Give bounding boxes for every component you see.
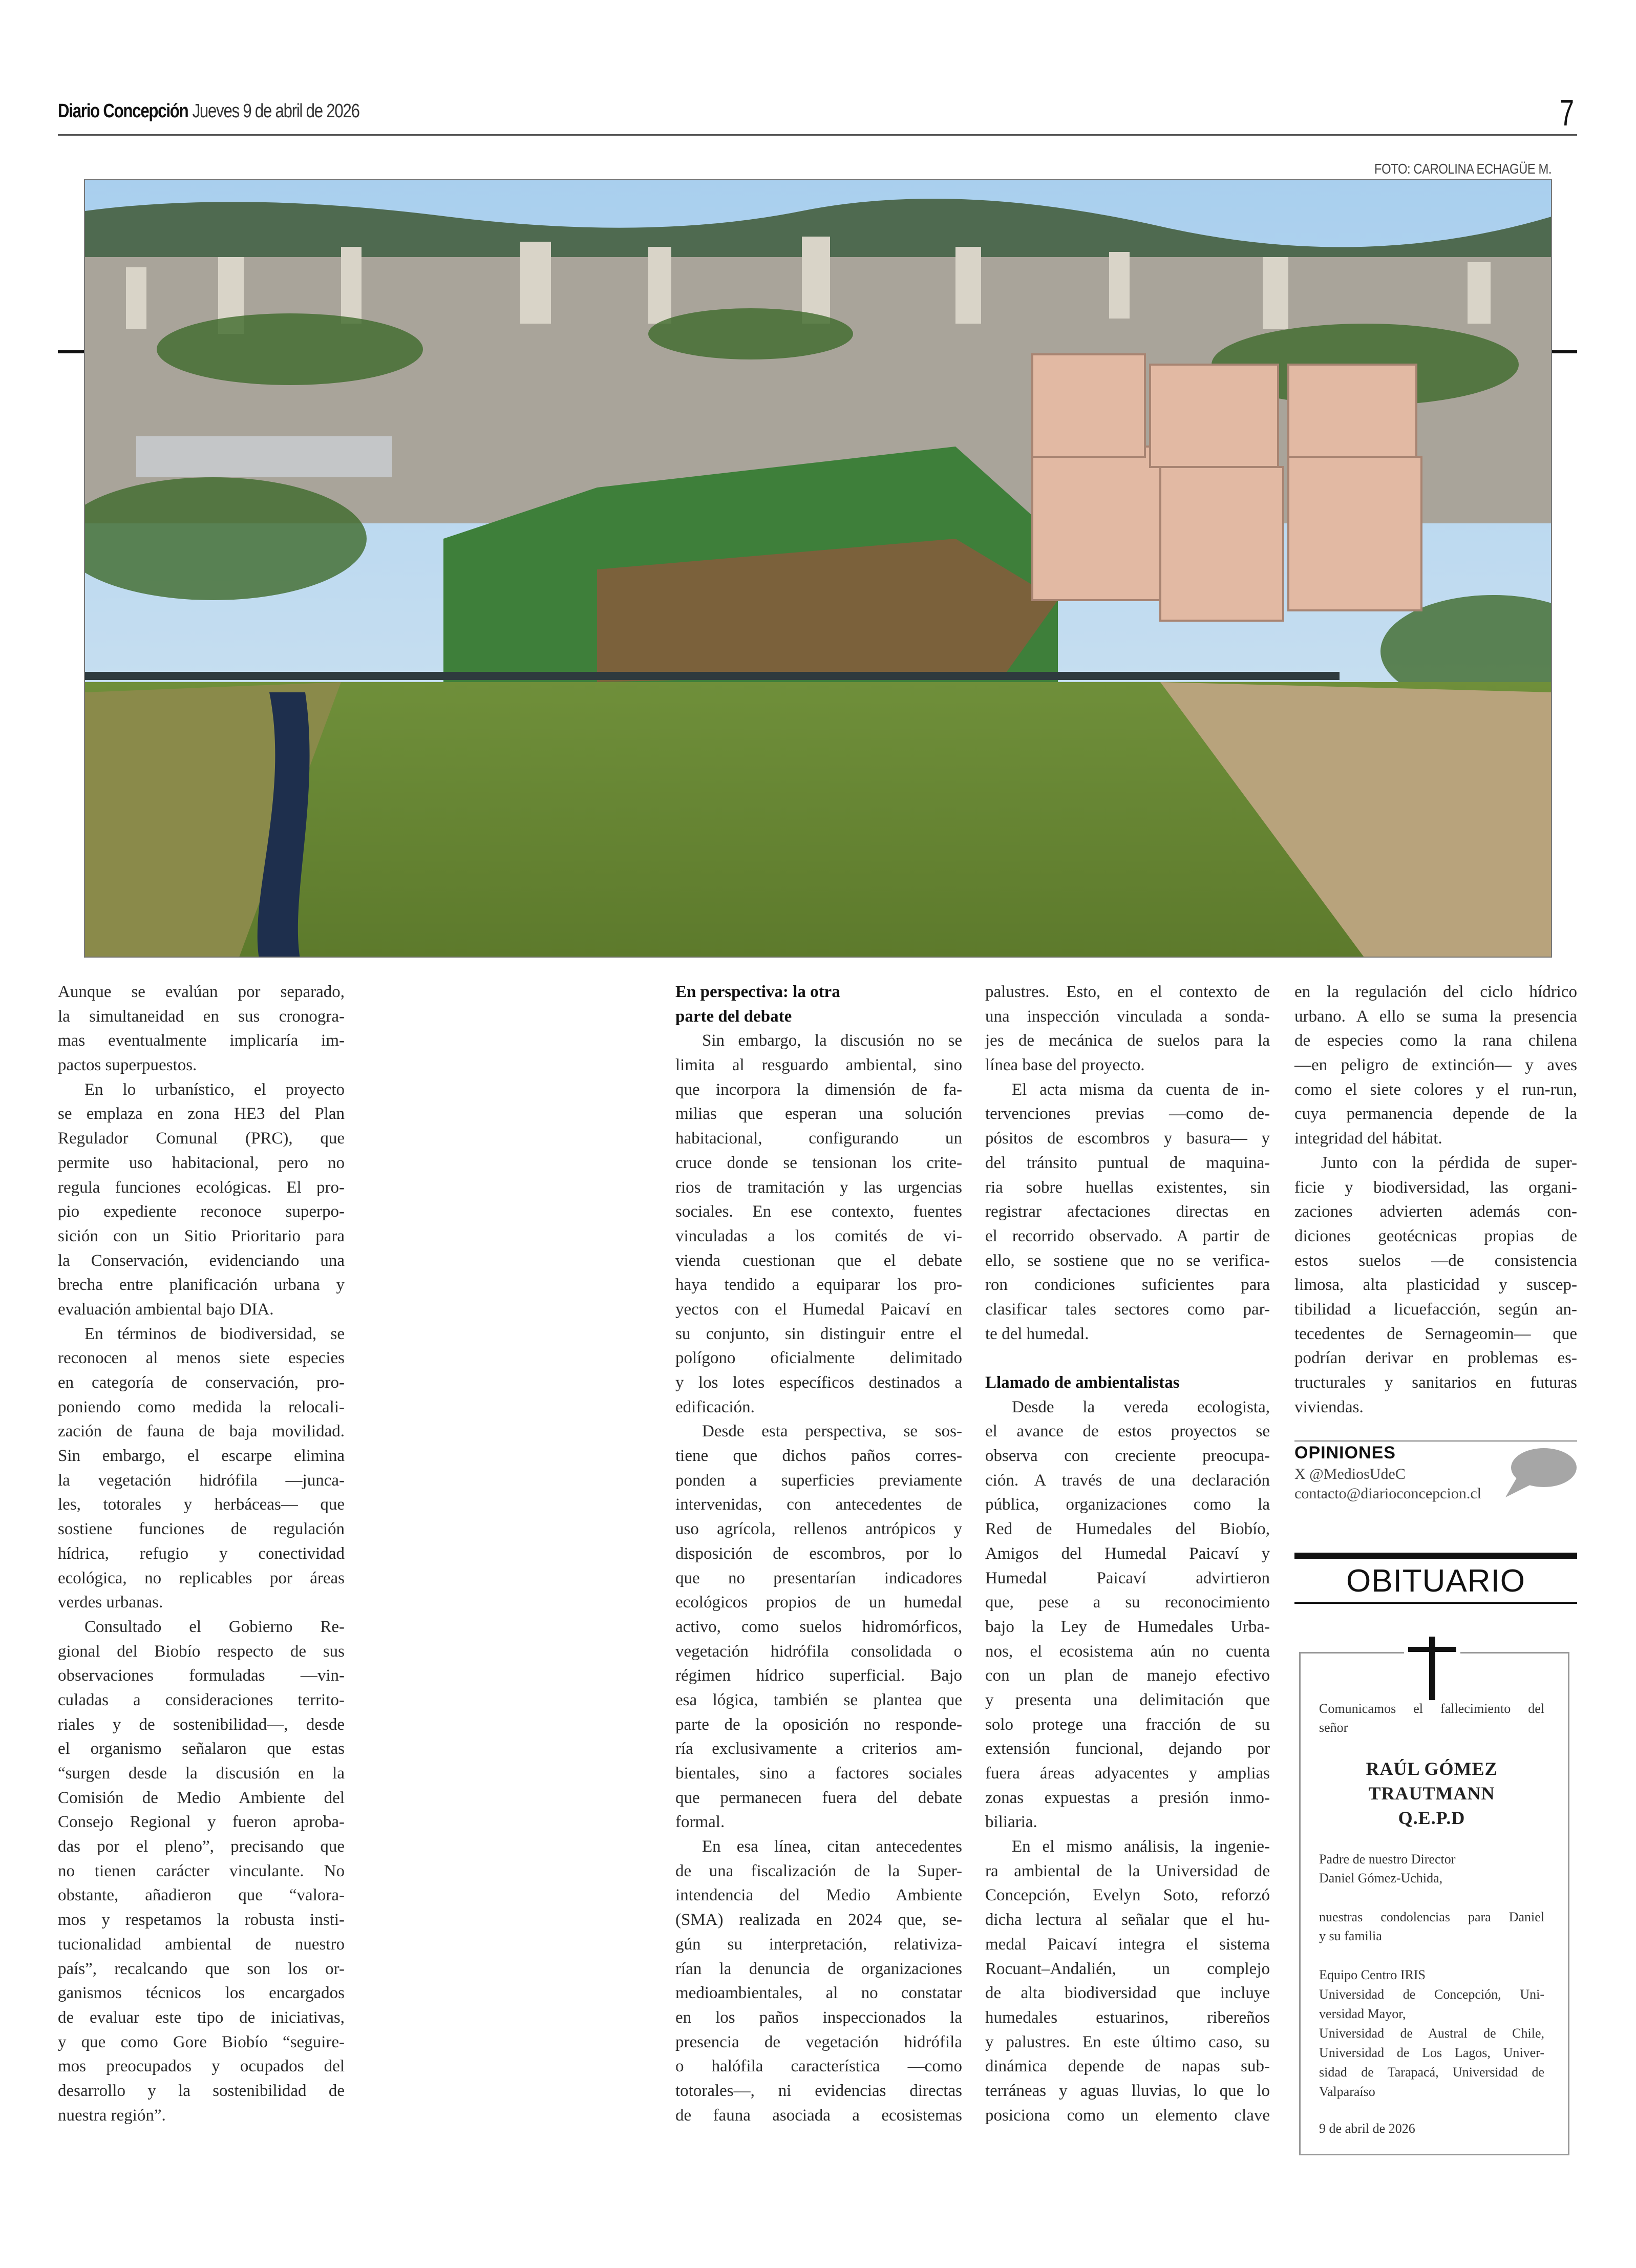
text-line: edificación. [675,1397,755,1416]
text-line: desarrollo y la sostenibilidad de [58,2081,345,2100]
text-line: tervenciones previas —como de- [985,1105,1270,1124]
text-line: obstante, añadieron que “valora- [58,1886,345,1905]
obituary-signer-line: sidad de Tarapacá, Universidad de [1319,2065,1544,2080]
text-line: país”, recalcando que son los or- [58,1959,345,1978]
text-line: Aunque se evalúan por separado, [58,983,345,1001]
text-line: vienda cuestionan que el debate [675,1251,962,1270]
section-heading [985,1371,1270,1395]
text-line: diciones geotécnicas propias de [1294,1226,1577,1245]
article-paragraph [985,1835,1270,2128]
article-paragraph [1294,980,1577,1151]
issue-date: Jueves 9 de abril de 2026 [192,100,359,122]
text-line: estos suelos —de consistencia [1294,1251,1577,1270]
text-line: uso agrícola, rellenos antrópicos y [675,1520,962,1539]
deceased-name-line: RAÚL GÓMEZ [1366,1758,1498,1779]
text-line: ponden a superficies previamente [675,1471,962,1490]
obituary-section-title: OBITUARIO [1346,1563,1526,1599]
text-line: nuestra región”. [58,2106,166,2125]
text-line: sociales. En ese contexto, fuentes [675,1202,962,1221]
text-line: y presenta una delimitación que [985,1690,1270,1709]
text-line: totorales—, ni evidencias directas [675,2081,962,2100]
obituary-relation-line: Daniel Gómez-Uchida, [1319,1871,1443,1885]
text-line: el organismo señalaron que estas [58,1740,345,1758]
text-line: podrían derivar en problemas es- [1294,1349,1577,1368]
text-line: que, pese a su reconocimiento [985,1593,1270,1612]
article-paragraph [58,1615,345,2128]
text-line: de evaluar este tipo de iniciativas, [58,2008,345,2027]
text-line: permite uso habitacional, pero no [58,1153,345,1172]
text-line: en los paños inspeccionados la [675,2008,962,2027]
text-line: del tránsito puntual de maquina- [985,1153,1270,1172]
photo-credit: FOTO: CAROLINA ECHAGÜE M. [1374,161,1552,177]
text-line: habitacional, configurando un [675,1129,962,1148]
text-line: tructurales y sanitarios en futuras [1294,1373,1577,1392]
text-line: reconocen al menos siete especies [58,1349,345,1368]
text-line: ficie y biodiversidad, las organi- [1294,1178,1577,1197]
text-line: con un plan de manejo efectivo [985,1666,1270,1685]
text-line: zación de fauna de baja movilidad. [58,1422,345,1441]
article-column-3 [985,980,1270,2128]
text-line: activo, como suelos hidromórficos, [675,1617,962,1636]
opinions-title: OPINIONES [1294,1443,1396,1462]
text-line: pública, organizaciones como la [985,1495,1270,1514]
text-line: sostiene funciones de regulación [58,1520,345,1539]
text-line: disposición de escombros, por lo [675,1544,962,1563]
text-line: parte de la oposición no responde- [675,1715,962,1734]
text-line: observaciones formuladas —vin- [58,1666,345,1685]
obituary-condolences-line: y su familia [1319,1928,1382,1943]
text-line: esa lógica, también se plantea que [675,1690,962,1709]
text-line: una inspección vinculada a sonda- [985,1007,1270,1026]
text-line: Humedal Paicaví advirtieron [985,1568,1270,1587]
article-paragraph [675,1835,962,2128]
section-heading [675,980,962,1029]
text-line: gional del Biobío respecto de sus [58,1642,345,1661]
text-line: mos preocupados y ocupados del [58,2057,345,2076]
text-line: como el siete colores y el run-run, [1294,1080,1577,1099]
obituary-divider [1294,1602,1577,1604]
text-line: extensión funcional, dejando por [985,1740,1270,1758]
text-line: bajo la Ley de Humedales Urba- [985,1617,1270,1636]
text-line: Sin embargo, la discusión no se [702,1031,962,1050]
text-line: ria sobre huellas existentes, sin [985,1178,1270,1197]
paragraph-gap [985,1346,1270,1371]
page-number: 7 [1560,93,1575,134]
obituary-signer-line: Universidad de Los Lagos, Univer- [1319,2045,1544,2060]
text-line: zaciones advierten además con- [1294,1202,1577,1221]
text-line: el avance de estos proyectos se [985,1422,1270,1441]
text-line: Regulador Comunal (PRC), que [58,1129,345,1148]
obituary-signer-line: Valparaíso [1319,2084,1375,2099]
text-line: sición con un Sitio Prioritario para [58,1226,345,1245]
text-line: limosa, alta plasticidad y suscep- [1294,1276,1577,1295]
text-line: observa con creciente preocupa- [985,1447,1270,1466]
text-line: se emplaza en zona HE3 del Plan [58,1105,345,1124]
photo-marker-left [58,350,84,353]
aerial-photo-wetland [84,179,1552,958]
text-line: ello, se sostiene que no se verifica- [985,1251,1270,1270]
text-line: culadas a consideraciones territo- [58,1690,345,1709]
text-line: vegetación hidrófila consolidada o [675,1642,962,1661]
speech-bubble-icon [1505,1447,1577,1498]
text-line: “surgen desde la discusión en la [58,1764,345,1783]
text-line: medioambientales, al no constatar [675,1984,962,2003]
text-line: ría exclusivamente a criterios am- [675,1740,962,1758]
text-line: en la regulación del ciclo hídrico [1294,983,1577,1001]
photo-illustration [85,180,1552,958]
obituary-relation-line: Padre de nuestro Director [1319,1852,1456,1867]
text-line: intendencia del Medio Ambiente [675,1886,962,1905]
text-line: tucionalidad ambiental de nuestro [58,1935,345,1954]
article-paragraph [985,1078,1270,1347]
article-column-2 [675,980,962,2128]
text-line: registrar afectaciones directas en [985,1202,1270,1221]
page-header [58,100,359,122]
text-line: tiene que dichos paños corres- [675,1447,962,1466]
text-line: su conjunto, sin distinguir entre el [675,1324,962,1343]
text-line: de especies como la rana chilena [1294,1031,1577,1050]
text-line: ra ambiental de la Universidad de [985,1861,1270,1880]
opinions-email[interactable]: contacto@diarioconcepcion.cl [1294,1485,1481,1502]
text-line: solo protege una fracción de su [985,1715,1270,1734]
text-line: el recorrido observado. A partir de [985,1226,1270,1245]
text-line: tecedentes de Sernageomin— que [1294,1324,1577,1343]
article-paragraph [985,1395,1270,1835]
text-line: biliaria. [985,1813,1037,1832]
text-line: hídrica, refugio y conectividad [58,1544,345,1563]
opinions-divider [1294,1440,1577,1442]
text-line: cruce donde se tensionan los crite- [675,1153,962,1172]
article-paragraph [985,980,1270,1078]
text-line: Consejo Regional y fueron aproba- [58,1813,345,1832]
text-line: tibilidad a licuefacción, según an- [1294,1300,1577,1319]
text-line: En el mismo análisis, la ingenie- [1012,1837,1270,1856]
text-line: ron condiciones suficientes para [985,1276,1270,1295]
text-line: formal. [675,1813,725,1832]
text-line: intervenidas, con antecedentes de [675,1495,962,1514]
article-paragraph [58,980,345,1078]
text-line: nos, el ecosistema aún no cuenta [985,1642,1270,1661]
text-line: pósitos de escombros y basura— y [985,1129,1270,1148]
text-line: poniendo como medida la relocali- [58,1397,345,1416]
text-line: o halófila característica —como [675,2057,962,2076]
text-line: posiciona como un elemento clave [985,2106,1270,2125]
text-line: Sin embargo, el escarpe elimina [58,1447,345,1466]
text-line: de alta biodiversidad que incluye [985,1984,1270,2003]
text-line: regula funciones ecológicas. El pro- [58,1178,345,1197]
text-line: mas eventualmente implicaría im- [58,1031,345,1050]
obituary-top-bar [1294,1553,1577,1559]
text-line: no tienen carácter vinculante. No [58,1861,345,1880]
cross-icon [1404,1637,1460,1703]
deceased-name-line: TRAUTMANN [1368,1783,1495,1804]
obituary-signer-line: Universidad de Austral de Chile, [1319,2026,1544,2041]
article-paragraph [58,1078,345,1322]
text-line: urbano. A ello se suma la presencia [1294,1007,1577,1026]
text-line: de una fiscalización de la Super- [675,1861,962,1880]
heading-line: Llamado de ambientalistas [985,1373,1180,1392]
text-line: limita al resguardo ambiental, sino [675,1056,962,1075]
text-line: Comisión de Medio Ambiente del [58,1788,345,1807]
text-line: polígono oficialmente delimitado [675,1349,962,1368]
text-line: mos y respetamos la robusta insti- [58,1911,345,1930]
text-line: En esa línea, citan antecedentes [702,1837,962,1856]
text-line: dinámica depende de napas sub- [985,2057,1270,2076]
text-line: viviendas. [1294,1397,1364,1416]
text-line: dicha lectura al señalar que el hu- [985,1911,1270,1930]
text-line: te del humedal. [985,1324,1089,1343]
text-line: El acta misma da cuenta de in- [1012,1080,1270,1099]
text-line: ecológica, no replicables por áreas [58,1568,345,1587]
article-paragraph [675,1029,962,1419]
text-line: presencia de vegetación hidrófila [675,2032,962,2051]
text-line: terráneas y aguas lluvias, lo que lo [985,2081,1270,2100]
publication-name: Diario Concepción [58,100,188,122]
text-line: cuya permanencia depende de la [1294,1105,1577,1124]
text-line: En términos de biodiversidad, se [84,1324,345,1343]
obituary-signer-line: Equipo Centro IRIS [1319,1967,1426,1982]
text-line: das por el pleno”, precisando que [58,1837,345,1856]
text-line: haya tendido a equiparar los pro- [675,1276,962,1295]
article-paragraph [1294,1151,1577,1420]
text-line: que no presentarían indicadores [675,1568,962,1587]
deceased-name-line: Q.E.P.D [1398,1808,1465,1828]
text-line: Concepción, Evelyn Soto, reforzó [985,1886,1270,1905]
heading-line: En perspectiva: la otra [675,983,840,1001]
text-line: (SMA) realizada en 2024 que, se- [675,1911,962,1930]
text-line: jes de mecánica de suelos para la [985,1031,1270,1050]
obituary-condolences-line: nuestras condolencias para Daniel [1319,1910,1544,1924]
text-line: Desde la vereda ecologista, [1012,1397,1270,1416]
text-line: milias que esperan una solución [675,1105,962,1124]
text-line: verdes urbanas. [58,1593,163,1612]
article-column-4 [1294,980,1577,1419]
text-line: de fauna asociada a ecosistemas [675,2106,962,2125]
article-paragraph [58,1322,345,1615]
text-line: pio expediente reconoce superpo- [58,1202,345,1221]
text-line: yectos con el Humedal Paicaví en [675,1300,962,1319]
text-line: clasificar tales sectores como par- [985,1300,1270,1319]
article-column-1 [58,980,345,2128]
text-line: Amigos del Humedal Paicaví y [985,1544,1270,1563]
text-line: régimen hídrico superficial. Bajo [675,1666,962,1685]
article-paragraph [675,1419,962,1835]
text-line: rios de tramitación y las urgencias [675,1178,962,1197]
text-line: Desde esta perspectiva, se sos- [702,1422,962,1441]
text-line: les, totorales y herbáceas— que [58,1495,345,1514]
text-line: rían la denuncia de organizaciones [675,1959,962,1978]
text-line: fuera áreas adyacentes y amplias [985,1764,1270,1783]
text-line: la Conservación, evidenciando una [58,1251,345,1270]
text-line: y palustres. En este último caso, su [985,2032,1270,2051]
text-line: gún su interpretación, relativiza- [675,1935,962,1954]
opinions-twitter[interactable]: X @MediosUdeC [1294,1466,1406,1482]
photo-marker-right [1552,350,1577,353]
text-line: integridad del hábitat. [1294,1129,1442,1148]
obituary-intro-line: Comunicamos el fallecimiento del [1319,1701,1544,1716]
text-line: En lo urbanístico, el proyecto [84,1080,345,1099]
text-line: Consultado el Gobierno Re- [84,1617,345,1636]
text-line: evaluación ambiental bajo DIA. [58,1300,274,1319]
obituary-signer-line: Universidad de Concepción, Uni- [1319,1987,1544,2002]
obituary-intro-line: señor [1319,1720,1348,1735]
text-line: —en peligro de extinción— y aves [1294,1056,1577,1075]
obituary-date: 9 de abril de 2026 [1319,2121,1415,2136]
text-line: línea base del proyecto. [985,1056,1145,1075]
text-line: Junto con la pérdida de super- [1321,1153,1577,1172]
heading-line: parte del debate [675,1007,792,1026]
text-line: que incorpora la dimensión de fa- [675,1080,962,1099]
text-line: Rocuant–Andalién, un complejo [985,1959,1270,1978]
text-line: en categoría de conservación, pro- [58,1373,345,1392]
text-line: ganismos técnicos los encargados [58,1984,345,2003]
text-line: humedales estuarinos, ribereños [985,2008,1270,2027]
text-line: brecha entre planificación urbana y [58,1276,345,1295]
text-line: pactos superpuestos. [58,1056,197,1075]
text-line: y que como Gore Biobío “seguire- [58,2032,345,2051]
obituary-signer-line: versidad Mayor, [1319,2006,1406,2021]
text-line: Red de Humedales del Biobío, [985,1520,1270,1539]
text-line: riales y de sostenibilidad—, desde [58,1715,345,1734]
text-line: la simultaneidad en sus cronogra- [58,1007,345,1026]
text-line: ción. A través de una declaración [985,1471,1270,1490]
text-line: medal Paicaví integra el sistema [985,1935,1270,1954]
header-divider [58,134,1577,136]
text-line: vinculadas a los comités de vi- [675,1226,962,1245]
text-line: zonas expuestas a presión inmo- [985,1788,1270,1807]
text-line: bientales, sino a factores sociales [675,1764,962,1783]
text-line: ecológicos propios de un humedal [675,1593,962,1612]
text-line: palustres. Esto, en el contexto de [985,983,1270,1001]
text-line: la vegetación hidrófila —junca- [58,1471,345,1490]
text-line: y los lotes específicos destinados a [675,1373,962,1392]
text-line: que permanecen fuera del debate [675,1788,962,1807]
